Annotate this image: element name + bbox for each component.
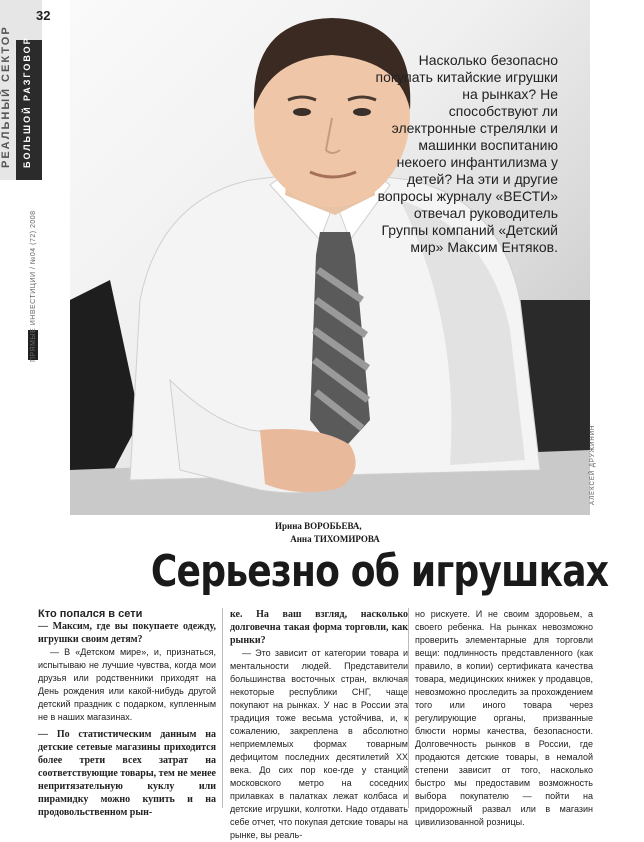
byline (275, 520, 395, 546)
answer-2-continued: но рискуете. И не своим здоровьем, а своего ребенка. На рынках невозможно проверить элементарные для торговли вещи: подлинность представленного (как правило, в копии) сертификата качества товара, медицинских книжек у продавцов, невозможно проследить за прохождением того или иного товара через регулирующие органы, призванные блюсти нормы качества, безопасности. Долговечность рынков в России, где продаются детские товары, в немалой степени зависит от того, насколько быстро мы предоставим возможность выбора покупателю — пойти на придорожный развал или в магазин цивилизованной розницы. (415, 609, 593, 827)
text-column-3 (415, 608, 593, 829)
question-1: — Максим, где вы покупаете одежду, игрушки своим детям? (38, 621, 216, 645)
magazine-issue-line: ПРЯМЫЕ ИНВЕСТИЦИИ / №04 (72) 2008 (30, 210, 37, 362)
author-1: Ирина ВОРОБЬЕВА, (275, 521, 362, 531)
text-column-1 (38, 608, 216, 819)
rubric-label: РЕАЛЬНЫЙ СЕКТОР (0, 25, 12, 168)
subrubric-label: БОЛЬШОЙ РАЗГОВОР (22, 36, 32, 168)
answer-1: — В «Детском мире», и, признаться, испытываю не лучшие чувства, когда мои друзья или родственники приходят на День рождения или какой-нибудь другой детский праздник с подарком, купленным не в наших магазинах. (38, 647, 216, 722)
article-intro: Насколько безопасно покупать китайские игрушки на рынках? Не способствуют ли электронные стрелялки и машинки воспитанию некоего инфантилизма у детей? На эти и другие вопросы журналу «ВЕСТИ» отвечал руководитель Группы компаний «Детский мир» Максим Ентяков. (375, 52, 558, 255)
column-divider (408, 608, 409, 808)
question-2-continued: ке. На ваш взгляд, насколько долговечна такая форма торговли, как рынки? (230, 609, 408, 646)
section-title: Кто попался в сети (38, 608, 143, 620)
column-divider (222, 608, 223, 808)
text-column-2 (230, 608, 408, 842)
article-headline: Серьезно об игрушках (150, 546, 609, 597)
page-number: 32 (36, 8, 51, 23)
page-margin-strip (0, 0, 51, 820)
question-2: — По статистическим данным на детские сетевые магазины приходится более трети всех затрат на соответствующие товары, тем не менее непритязательную куклу или пирамидку можно купить и на продовольственном рын- (38, 729, 216, 818)
photo-credit: АЛЕКСЕЙ ДРУЖИНИН (590, 424, 596, 505)
author-2: Анна ТИХОМИРОВА (290, 534, 380, 544)
answer-2: — Это зависит от категории товара и ментальности людей. Представители большинства восточных стран, включая некоторые республики СНГ, чаще покупают на рынках. У нас в России эта традиция тоже весьма устойчива, и, к сожалению, закреплена в абсолютно неприемлемых формах товарным дефицитом последних десятилетий XX века. До сих пор кое-где у станций московского метро на соседних прилавках в палатках лежат колбаса и детские игрушки, колготки. Надо отдавать себе отчет, что покупая детские товары на рынке, вы реаль- (230, 648, 408, 840)
